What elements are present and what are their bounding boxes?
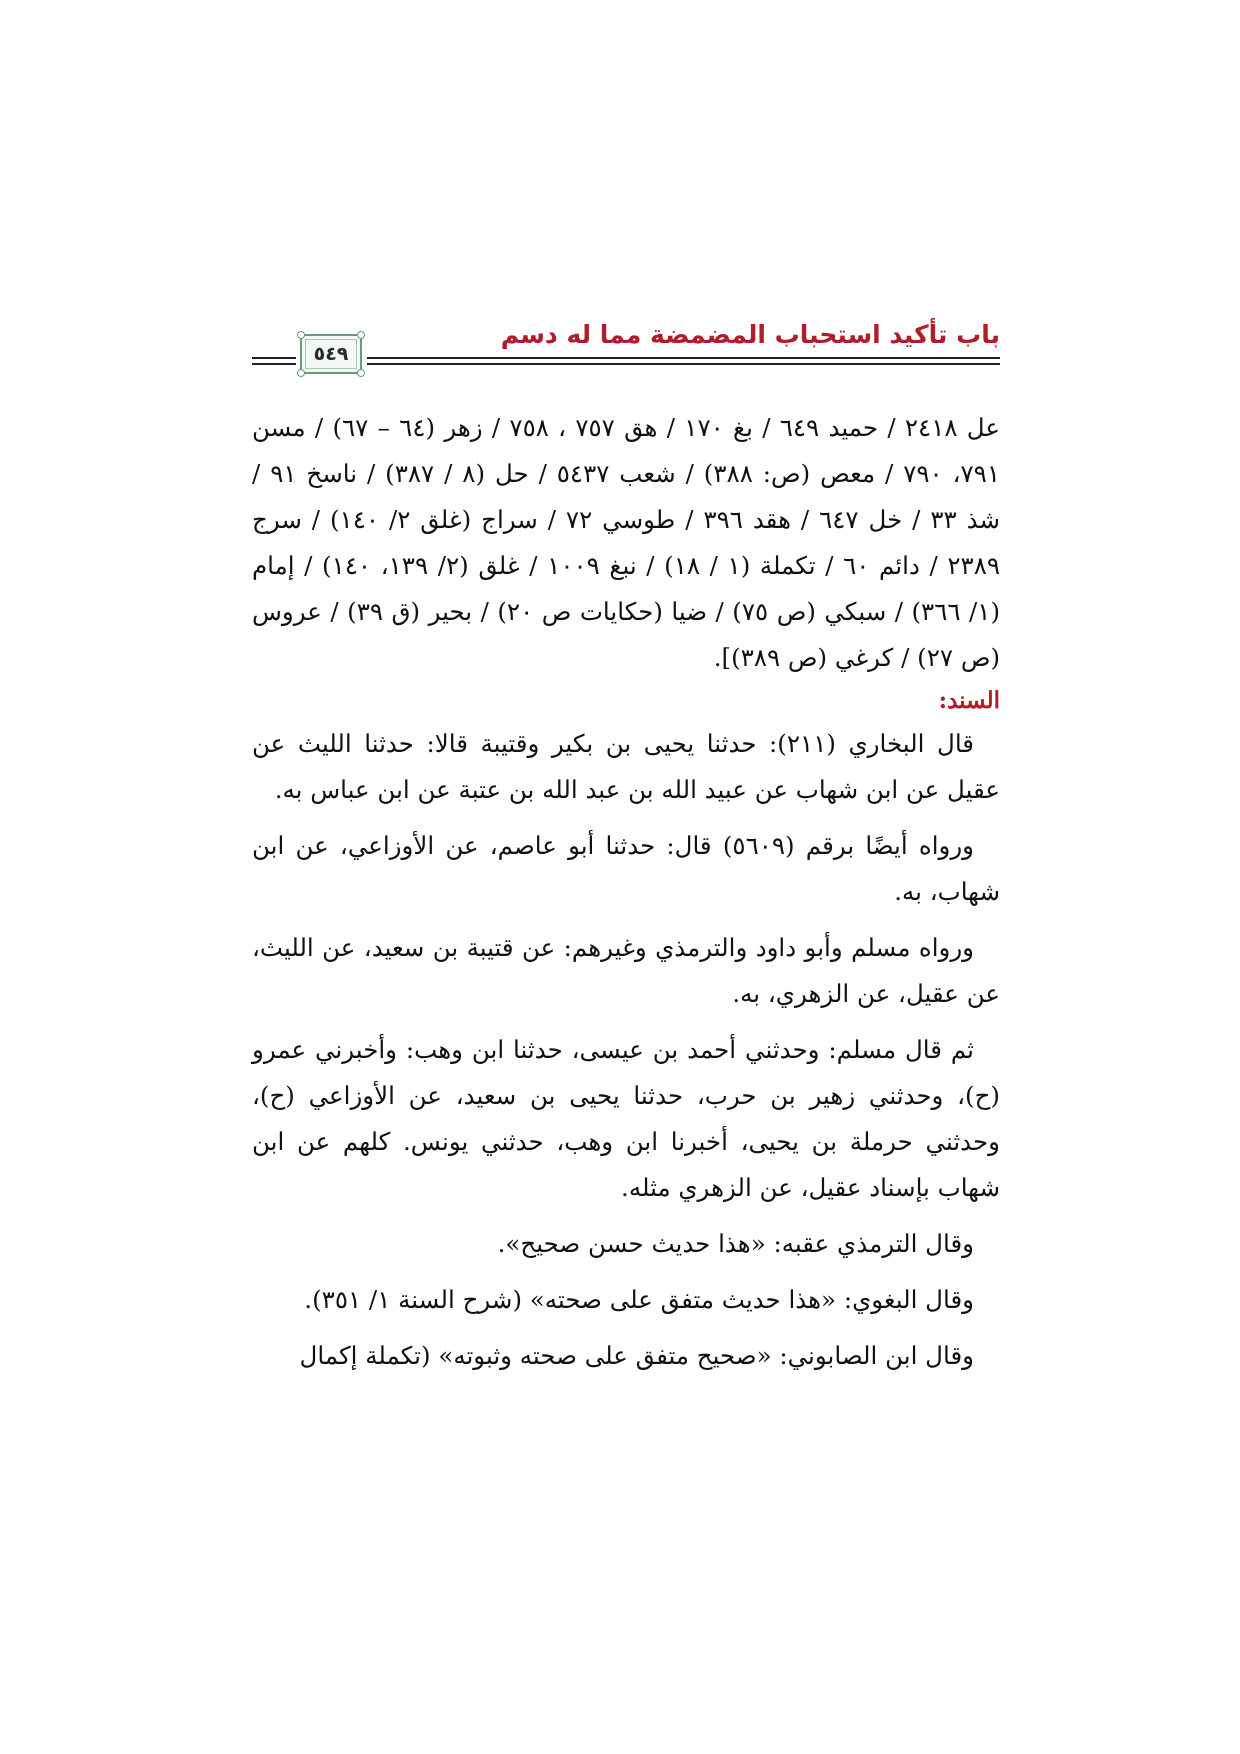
page-header [252,320,1000,378]
page-number-badge [300,334,362,374]
paragraph: ورواه مسلم وأبو داود والترمذي وغيرهم: عن قتيبة بن سعيد، عن الليث، عن عقيل، عن الزهري، به. [252,933,1000,1008]
references-block: عل ٢٤١٨ / حميد ٦٤٩ / بغ ١٧٠ / هق ٧٥٧ ، ٧٥٨ / زهر (٦٤ – ٦٧) / مسن ٧٩١، ٧٩٠ / معص (ص: ٣٨٨) / شعب ٥٤٣٧ / حل (٨ / ٣٨٧) / ناسخ ٩١ / شذ ٣٣ / خل ٦٤٧ / هقد ٣٩٦ / طوسي ٧٢ / سراج (غلق ٢/ ١٤٠) / سرج ٢٣٨٩ / دائم ٦٠ / تكملة (١ / ١٨) / نبغ ١٠٠٩ / غلق (٢/ ١٣٩، ١٤٠) / إمام (١/ ٣٦٦) / سبكي (ص ٧٥) / ضيا (حكايات ص ٢٠) / بحير (ق ٣٩) / عروس (ص ٢٧) / كرغي (ص ٣٨٩)]. [252,413,1001,672]
paragraph: قال البخاري (٢١١): حدثنا يحيى بن بكير وقتيبة قالا: حدثنا الليث عن عقيل عن ابن شهاب عن عبيد الله بن عبد الله بن عتبة عن ابن عباس به. [252,729,1000,804]
ornament-corner [297,369,305,377]
header-rule [252,357,296,359]
page-body [252,405,1000,1379]
page-number: ٥٤٩ [313,343,349,365]
header-rule [252,363,296,365]
paragraph: وقال الترمذي عقبه: «هذا حديث حسن صحيح». [497,1229,974,1258]
header-rule [367,357,1000,359]
ornament-corner [357,331,365,339]
paragraph: ورواه أيضًا برقم (٥٦٠٩) قال: حدثنا أبو عاصم، عن الأوزاعي، عن ابن شهاب، به. [252,831,1000,906]
chapter-title: باب تأكيد استحباب المضمضة مما له دسم [500,320,1000,349]
header-rule [367,363,1000,365]
paragraph: ثم قال مسلم: وحدثني أحمد بن عيسى، حدثنا ابن وهب: وأخبرني عمرو (ح)، وحدثني زهير بن حرب، حدثنا يحيى بن سعيد، عن الأوزاعي (ح)، وحدثني حرملة بن يحيى، أخبرنا ابن وهب، حدثني يونس. كلهم عن ابن شهاب بإسناد عقيل، عن الزهري مثله. [252,1035,1000,1202]
section-heading: السند: [938,687,1000,714]
ornament-corner [297,331,305,339]
ornament-corner [357,369,365,377]
paragraph: وقال ابن الصابوني: «صحيح متفق على صحته وثبوته» (تكملة إكمال [299,1341,974,1370]
paragraph: وقال البغوي: «هذا حديث متفق على صحته» (شرح السنة ١/ ٣٥١). [304,1285,974,1314]
